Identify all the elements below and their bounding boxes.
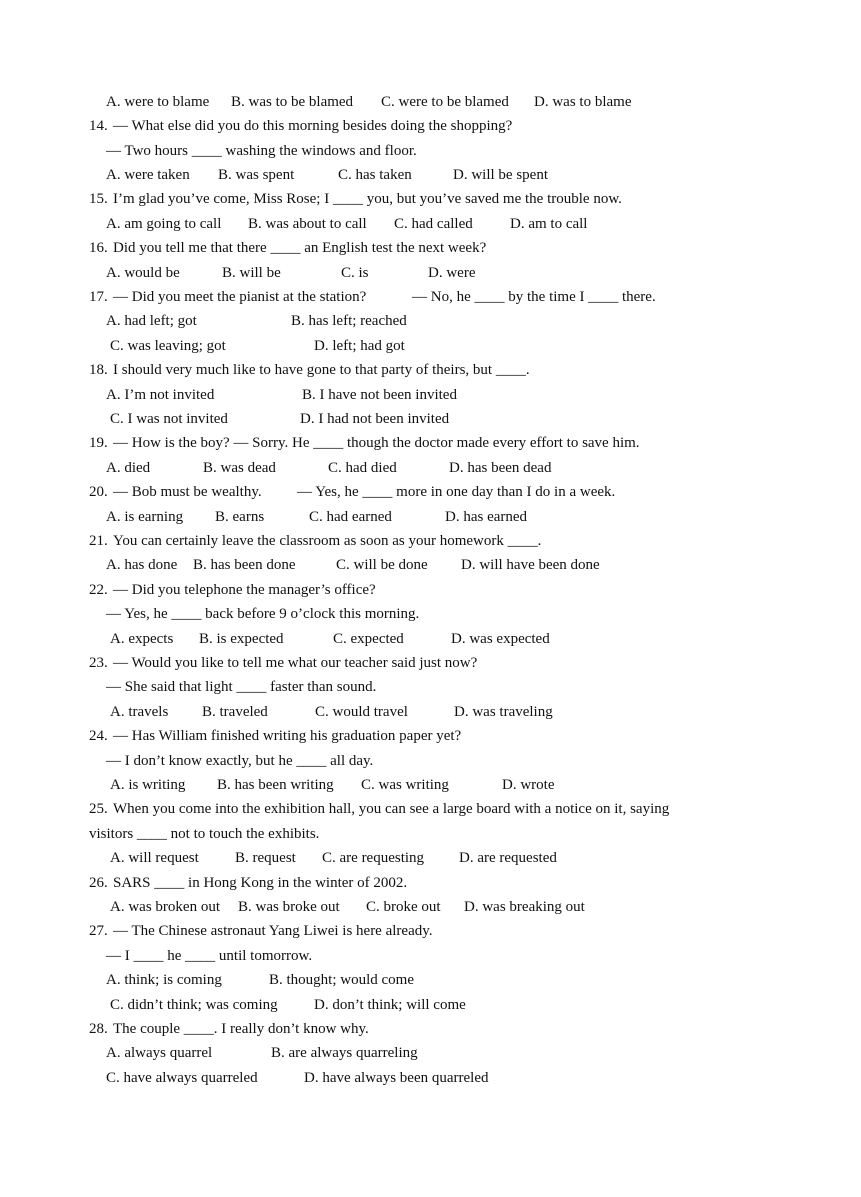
option-b: B. I have not been invited: [302, 387, 457, 403]
question-number: 27.: [89, 923, 108, 939]
question-number: 18.: [89, 362, 108, 378]
question-reply-inline: — No, he ____ by the time I ____ there.: [412, 289, 656, 305]
option-c: C. was writing: [361, 777, 449, 793]
option-d: D. wrote: [502, 777, 555, 793]
option-b: B. thought; would come: [269, 972, 414, 988]
question-text: The couple ____. I really don’t know why.: [113, 1021, 369, 1037]
option-b: B. was about to call: [248, 216, 367, 232]
question-number: 21.: [89, 533, 108, 549]
question-text: You can certainly leave the classroom as soon as your homework ____.: [113, 533, 542, 549]
option-a: A. were to blame: [106, 94, 210, 110]
option-d: D. I had not been invited: [300, 411, 450, 427]
option-c: C. is: [341, 265, 369, 281]
question-text: — Did you meet the pianist at the station?: [113, 289, 367, 305]
option-d: D. are requested: [459, 850, 557, 866]
option-c: C. had called: [394, 216, 473, 232]
option-a: A. died: [106, 460, 151, 476]
option-c: C. are requesting: [322, 850, 425, 866]
option-a: A. would be: [106, 265, 180, 281]
option-d: D. will have been done: [461, 557, 600, 573]
question-number: 23.: [89, 655, 108, 671]
question-number: 14.: [89, 118, 108, 134]
option-d: D. has been dead: [449, 460, 552, 476]
option-a: A. travels: [110, 704, 169, 720]
reply-text: — I don’t know exactly, but he ____ all day.: [106, 753, 374, 769]
option-d: D. were: [428, 265, 476, 281]
question-text: When you come into the exhibition hall, you can see a large board with a notice on it, saying: [113, 801, 670, 817]
option-b: B. has been writing: [217, 777, 334, 793]
option-b: B. earns: [215, 509, 265, 525]
question-number: 17.: [89, 289, 108, 305]
option-b: B. request: [235, 850, 296, 866]
option-a: A. am going to call: [106, 216, 222, 232]
option-d: D. was to blame: [534, 94, 632, 110]
question-text: I’m glad you’ve come, Miss Rose; I ____ you, but you’ve saved me the trouble now.: [113, 191, 622, 207]
question-number: 15.: [89, 191, 108, 207]
option-a: A. I’m not invited: [106, 387, 215, 403]
option-a: A. think; is coming: [106, 972, 222, 988]
option-b: B. was dead: [203, 460, 276, 476]
question-number: 22.: [89, 582, 108, 598]
option-b: B. traveled: [202, 704, 268, 720]
question-number: 25.: [89, 801, 108, 817]
option-c: C. were to be blamed: [381, 94, 509, 110]
option-d: D. was expected: [451, 631, 550, 647]
question-text: — Would you like to tell me what our teacher said just now?: [113, 655, 478, 671]
question-text: — The Chinese astronaut Yang Liwei is here already.: [113, 923, 433, 939]
option-c: C. had died: [328, 460, 397, 476]
option-b: B. has left; reached: [291, 313, 407, 329]
question-text: SARS ____ in Hong Kong in the winter of 2002.: [113, 875, 408, 891]
option-b: B. was spent: [218, 167, 295, 183]
option-a: A. expects: [110, 631, 174, 647]
question-number: 28.: [89, 1021, 108, 1037]
reply-text: — Yes, he ____ back before 9 o’clock this morning.: [106, 606, 420, 622]
option-b: B. has been done: [193, 557, 296, 573]
option-d: D. was breaking out: [464, 899, 585, 915]
option-c: C. have always quarreled: [106, 1070, 258, 1086]
question-text: — What else did you do this morning besides doing the shopping?: [113, 118, 513, 134]
question-text: — How is the boy? — Sorry. He ____ though the doctor made every effort to save him.: [113, 435, 640, 451]
option-c: C. expected: [333, 631, 404, 647]
question-number: 16.: [89, 240, 108, 256]
question-number: 24.: [89, 728, 108, 744]
option-d: D. was traveling: [454, 704, 553, 720]
option-a: A. always quarrel: [106, 1045, 213, 1061]
question-text-continued: visitors ____ not to touch the exhibits.: [89, 826, 320, 842]
option-c: C. would travel: [315, 704, 408, 720]
option-c: C. I was not invited: [110, 411, 228, 427]
question-reply-inline: — Yes, he ____ more in one day than I do in a week.: [297, 484, 616, 500]
question-text: — Did you telephone the manager’s office?: [113, 582, 376, 598]
reply-text: — I ____ he ____ until tomorrow.: [106, 948, 313, 964]
question-text: — Bob must be wealthy.: [113, 484, 262, 500]
option-a: A. was broken out: [110, 899, 220, 915]
q28-options-row2: [0, 1069, 489, 1141]
question-number: 19.: [89, 435, 108, 451]
option-a: A. will request: [110, 850, 199, 866]
question-text: Did you tell me that there ____ an English test the next week?: [113, 240, 487, 256]
option-c: C. didn’t think; was coming: [110, 997, 278, 1013]
option-d: D. don’t think; will come: [314, 997, 466, 1013]
option-b: B. was broke out: [238, 899, 340, 915]
option-c: C. broke out: [366, 899, 441, 915]
option-c: C. will be done: [336, 557, 428, 573]
option-a: A. is earning: [106, 509, 184, 525]
option-b: B. was to be blamed: [231, 94, 354, 110]
option-c: C. was leaving; got: [110, 338, 226, 354]
reply-text: — She said that light ____ faster than sound.: [106, 679, 377, 695]
question-text: — Has William finished writing his graduation paper yet?: [113, 728, 462, 744]
option-d: D. am to call: [510, 216, 588, 232]
option-a: A. had left; got: [106, 313, 197, 329]
option-a: A. is writing: [110, 777, 186, 793]
option-b: B. is expected: [199, 631, 284, 647]
option-c: C. has taken: [338, 167, 412, 183]
option-d: D. has earned: [445, 509, 528, 525]
option-d: D. will be spent: [453, 167, 548, 183]
question-number: 20.: [89, 484, 108, 500]
question-text: I should very much like to have gone to that party of theirs, but ____.: [113, 362, 530, 378]
question-number: 26.: [89, 875, 108, 891]
reply-text: — Two hours ____ washing the windows and floor.: [106, 143, 417, 159]
option-d: D. left; had got: [314, 338, 405, 354]
option-b: B. are always quarreling: [271, 1045, 418, 1061]
option-d: D. have always been quarreled: [304, 1070, 489, 1086]
option-a: A. were taken: [106, 167, 190, 183]
option-b: B. will be: [222, 265, 281, 281]
option-a: A. has done: [106, 557, 178, 573]
option-c: C. had earned: [309, 509, 392, 525]
